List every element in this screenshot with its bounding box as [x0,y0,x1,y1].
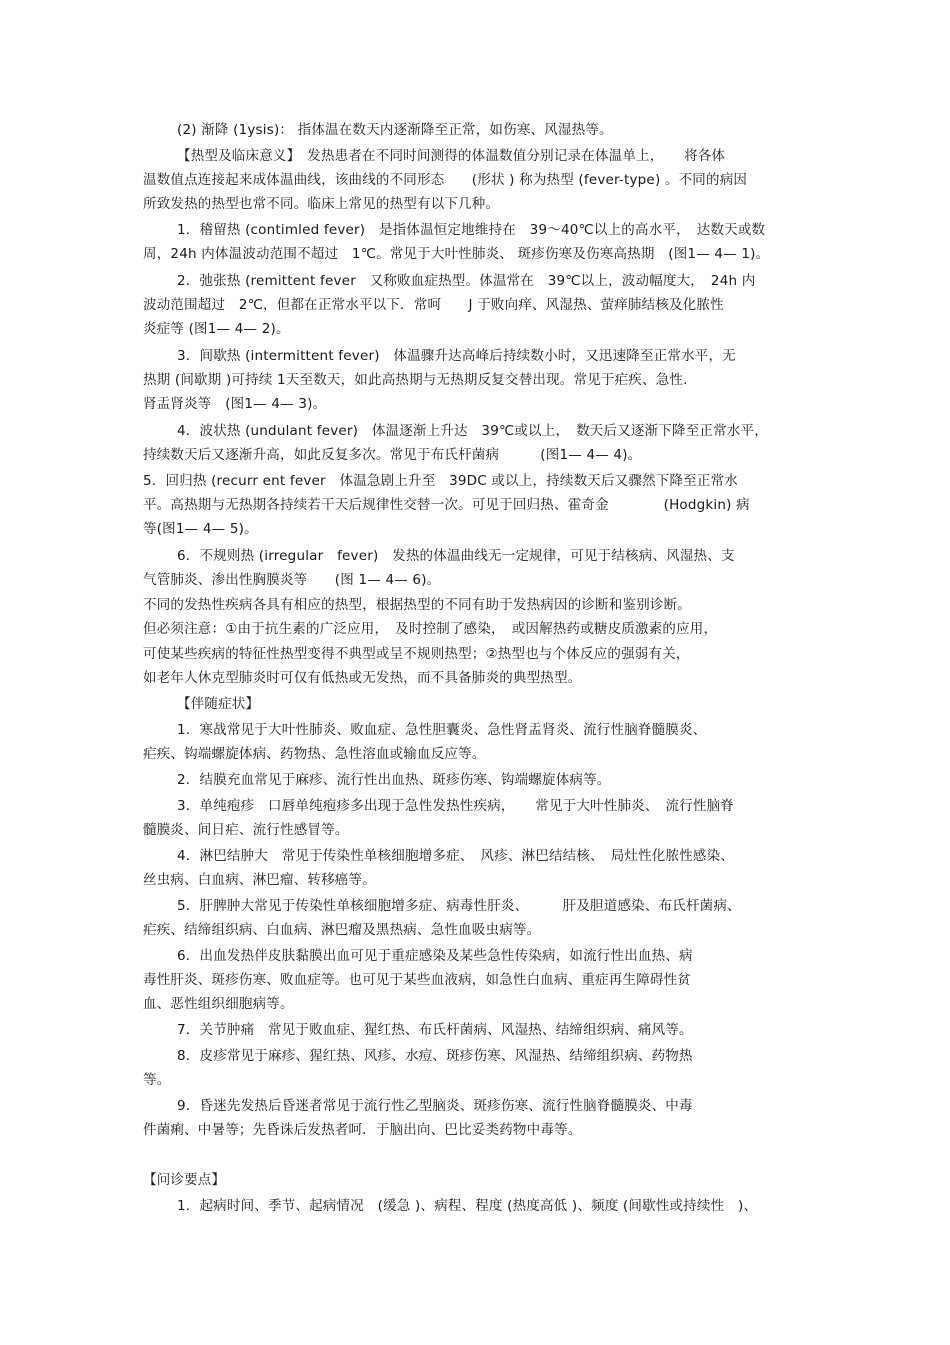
text-line: 1．稽留热 (contimled fever) 是指体温恒定地维持在 39～40℃以上的高水平， 达数天或数 [177,222,766,238]
text-line: 波动范围超过 2℃，但都在正常水平以下．常呵 J 于败向痒、风湿热、萤痒肺结核及化脓性 [143,297,724,313]
text-line: 5．回归热 (recurr ent fever 体温急剧上升至 39DC 或以上，持续数天后又骤然下降至正常水 [143,473,738,489]
section-heading: 【问诊要点】 [143,1172,226,1188]
text-line: 疟疾、结缔组织病、白血病、淋巴瘤及黑热病、急性血吸虫病等。 [143,922,541,938]
text-line: 2．弛张热 (remittent fever 又称败血症热型。体温常在 39℃以上，波动幅度大， 24h 内 [177,273,756,289]
text-line: 等。 [143,1072,171,1088]
text-line: 3．间歇热 (intermittent fever) 体温骤升达高峰后持续数小时，又迅速降至正常水平，无 [177,348,736,364]
text-line: 4．波状热 (undulant fever) 体温逐渐上升达 39℃或以上， 数天后又逐渐下降至正常水平， [177,423,768,439]
text-line: 如老年人休克型肺炎时可仅有低热或无发热，而不具备肺炎的典型热型。 [143,670,582,686]
text-line: 持续数天后又逐渐升高，如此反复多次。常见于布氏杆菌病 (图1— 4— 4)。 [143,447,642,463]
text-line: 周，24h 内体温波动范围不超过 1℃。常见于大叶性肺炎、 斑疹伤寒及伤寒高热期 (图1— 4— 1)。 [143,246,770,262]
text-line: 气管肺炎、渗出性胸膜炎等 (图 1— 4— 6)。 [143,572,441,588]
text-line: 6．不规则热 (irregular fever) 发热的体温曲线无一定规律，可见于结核病、风湿热、支 [177,548,735,564]
text-line: 可使某些疾病的特征性热型变得不典型或呈不规则热型；②热型也与个体反应的强弱有关， [143,646,690,662]
text-line: 血、恶性组织细胞病等。 [143,996,294,1012]
text-line: 等(图1— 4— 5)。 [143,521,258,537]
text-line: 件菌痢、中暑等；先昏诛后发热者呵．于脑出向、巴比妥类药物中毒等。 [143,1122,582,1138]
text-line: 9．昏迷先发热后昏迷者常见于流行性乙型脑炎、斑疹伤寒、流行性脑脊髓膜炎、中毒 [177,1098,693,1114]
text-line: 温数值点连接起来成体温曲线，该曲线的不同形态 (形状 ) 称为热型 (fever-type) 。不同的病因 [143,172,748,188]
text-line: 髓膜炎、间日疟、流行性感冒等。 [143,822,349,838]
text-line: 7．关节肿痛 常见于败血症、猩红热、布氏杆菌病、风湿热、结缔组织病、痛风等。 [177,1022,693,1038]
text-line: 【热型及临床意义】 发热患者在不同时间测得的体温数值分别记录在体温单上， 将各体 [177,148,726,164]
text-line: 炎症等 (图1— 4— 2)。 [143,321,290,337]
text-line: 热期 (间歇期 )可持续 1天至数天，如此高热期与无热期反复交替出现。常见于疟疾、急性. [143,372,688,388]
text-line: 1．寒战常见于大叶性肺炎、败血症、急性胆囊炎、急性肾盂肾炎、流行性脑脊髓膜炎、 [177,722,707,738]
text-line: 丝虫病、白血病、淋巴瘤、转移癌等。 [143,872,376,888]
text-line: (2) 渐降 (1ysis)： 指体温在数天内逐渐降至正常，如伤寒、风湿热等。 [177,122,613,138]
text-line: 毒性肝炎、斑疹伤寒、败血症等。也可见于某些血液病，如急性白血病、重症再生障碍性贫 [143,972,691,988]
text-line: 不同的发热性疾病各具有相应的热型，根据热型的不同有助于发热病因的诊断和鉴别诊断。 [143,597,691,613]
text-line: 5．肝脾肿大常见于传染性单核细胞增多症、病毒性肝炎、 肝及胆道感染、布氏杆菌病、 [177,898,741,914]
text-line: 所致发热的热型也常不同。临床上常见的热型有以下几种。 [143,196,500,212]
text-line: 4．淋巴结肿大 常见于传染性单核细胞增多症、 风疹、淋巴结结核、 局灶性化脓性感染、 [177,848,734,864]
text-line: 肾盂肾炎等 (图1— 4— 3)。 [143,396,327,412]
text-line: 疟疾、钩端螺旋体病、药物热、急性溶血或输血反应等。 [143,746,486,762]
text-line: 但必须注意：①由于抗生素的广泛应用， 及时控制了感染， 或因解热药或糖皮质激素的应用， [143,621,718,637]
text-line: 8．皮疹常见于麻疹、猩红热、风疹、水痘、斑疹伤寒、风湿热、结缔组织病、药物热 [177,1048,693,1064]
text-line: 6．出血发热伴皮肤黏膜出血可见于重症感染及某些急性传染病，如流行性出血热、病 [177,948,693,964]
text-line: 3．单纯疱疹 口唇单纯疱疹多出现于急性发热性疾病， 常见于大叶性肺炎、 流行性脑脊 [177,798,734,814]
text-line: 平。高热期与无热期各持续若干天后规律性交替一次。可见于回归热、霍奇金 (Hodgkin) 病 [143,497,750,513]
text-line: 2．结膜充血常见于麻疹、流行性出血热、斑疹伤寒、钩端螺旋体病等。 [177,772,611,788]
section-heading: 【伴随症状】 [177,696,260,712]
text-line: 1．起病时间、季节、起病情况 (缓急 )、病程、程度 (热度高低 )、频度 (间歇性或持续性 )、 [177,1198,758,1214]
